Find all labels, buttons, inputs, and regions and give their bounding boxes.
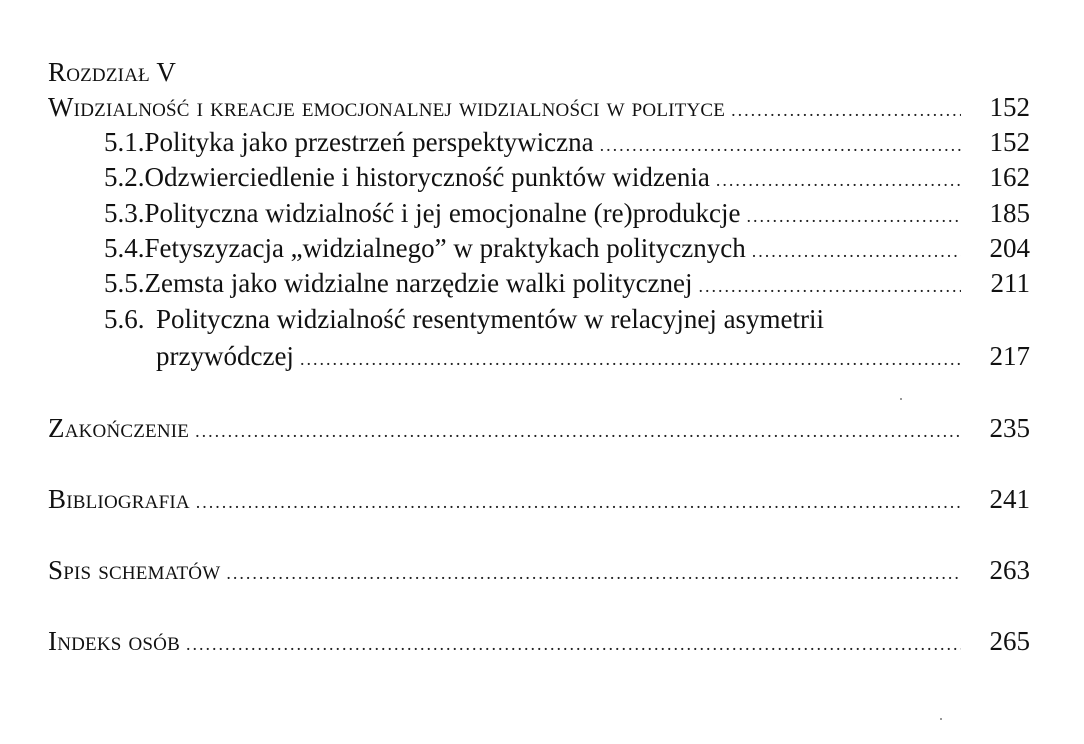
section-page-number: 211: [990, 268, 1030, 298]
dot-leader: [752, 233, 961, 269]
toc-entry-back-matter[interactable]: [48, 410, 961, 446]
back-matter-title: Bibliografia: [48, 484, 190, 514]
chapter-title: Widzialność i kreacje emocjonalnej widzialności w polityce: [48, 92, 726, 122]
section-title: Fetyszyzacja „widzialnego” w praktykach politycznych: [144, 233, 746, 263]
chapter-label-text: Rozdział V: [48, 57, 177, 87]
section-page-number: 162: [989, 162, 1030, 192]
chapter-page-number: 152: [989, 92, 1030, 122]
dot-leader: [716, 162, 961, 198]
section-number: 5.2.: [104, 162, 145, 192]
scan-speck: [940, 718, 942, 720]
dot-leader: [731, 92, 961, 128]
dot-leader: [300, 341, 961, 377]
toc-entry-section[interactable]: [104, 159, 961, 195]
toc-entry-section-continuation[interactable]: [156, 338, 961, 374]
toc-entry-back-matter[interactable]: [48, 552, 961, 588]
section-number: 5.4.: [104, 233, 145, 263]
back-matter-page-number: 265: [989, 626, 1030, 656]
toc-entry-section[interactable]: [104, 301, 961, 337]
toc-entry-section[interactable]: [104, 124, 961, 160]
dot-leader: [196, 484, 961, 520]
scan-speck: [900, 398, 902, 400]
toc-entry-back-matter[interactable]: [48, 481, 961, 517]
section-title: Polityka jako przestrzeń perspektywiczna: [144, 127, 594, 157]
section-page-number: 185: [989, 198, 1030, 228]
section-number: 5.1.: [104, 127, 145, 157]
section-number: 5.5.: [104, 268, 145, 298]
back-matter-page-number: 235: [989, 413, 1030, 443]
section-title: Polityczna widzialność resentymentów w relacyjnej asymetrii: [156, 304, 825, 334]
section-page-number: 204: [989, 233, 1030, 263]
dot-leader: [226, 555, 961, 591]
section-title: Odzwierciedlenie i historyczność punktów widzenia: [144, 162, 710, 192]
section-title-continuation: przywódczej: [156, 341, 294, 371]
section-number: 5.3.: [104, 198, 145, 228]
toc-entry-section[interactable]: [104, 195, 961, 231]
dot-leader: [195, 413, 961, 449]
section-title: Zemsta jako widzialne narzędzie walki politycznej: [144, 268, 693, 298]
section-title: Polityczna widzialność i jej emocjonalne (re)produkcje: [144, 198, 741, 228]
back-matter-page-number: 263: [989, 555, 1030, 585]
toc-entry-chapter-title[interactable]: [48, 89, 961, 125]
back-matter-page-number: 241: [989, 484, 1030, 514]
toc-entry-back-matter[interactable]: [48, 623, 961, 659]
section-number: 5.6.: [104, 304, 145, 334]
dot-leader: [747, 198, 961, 234]
dot-leader: [600, 127, 961, 163]
dot-leader: [699, 268, 961, 304]
back-matter-title: Indeks osób: [48, 626, 180, 656]
toc-entry-section[interactable]: [104, 230, 961, 266]
dot-leader: [186, 626, 961, 662]
section-page-number: 217: [989, 341, 1030, 371]
toc-entry-section[interactable]: [104, 265, 961, 301]
back-matter-title: Zakończenie: [48, 413, 190, 443]
section-page-number: 152: [989, 127, 1030, 157]
back-matter-title: Spis schematów: [48, 555, 221, 585]
chapter-label: [48, 54, 176, 90]
